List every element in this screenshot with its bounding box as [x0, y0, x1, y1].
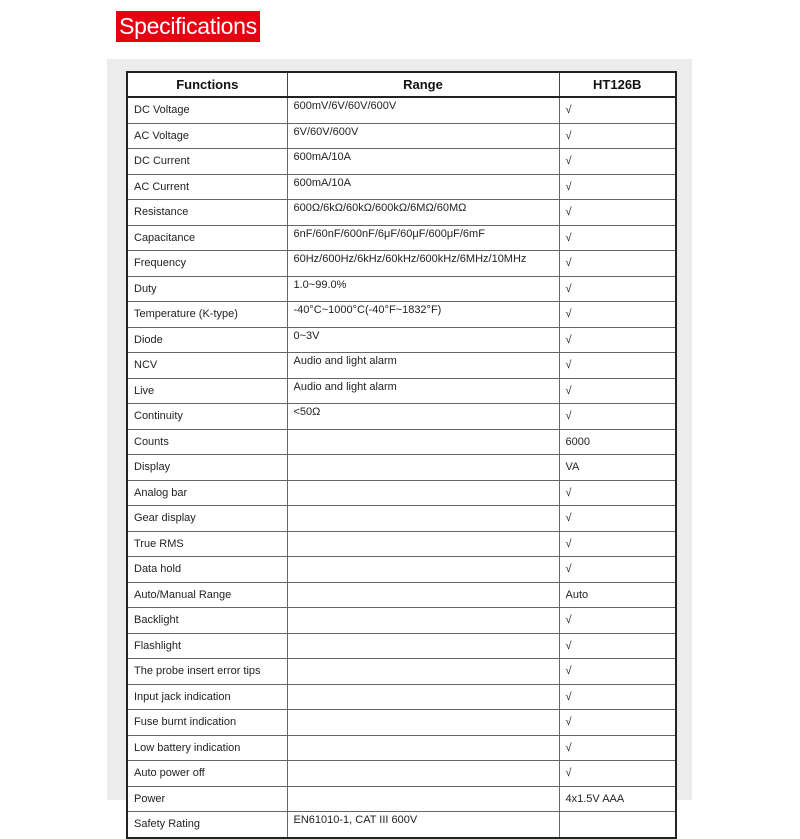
function-cell: Frequency — [127, 251, 287, 277]
model-value-cell: √ — [559, 225, 676, 251]
function-cell: AC Voltage — [127, 123, 287, 149]
model-value-cell: √ — [559, 761, 676, 787]
model-value-cell: √ — [559, 608, 676, 634]
table-row — [127, 353, 676, 379]
function-cell: Low battery indication — [127, 735, 287, 761]
function-cell: Temperature (K-type) — [127, 302, 287, 328]
table-row — [127, 480, 676, 506]
range-cell: <50Ω — [287, 404, 559, 430]
model-value-cell: √ — [559, 531, 676, 557]
range-cell — [287, 429, 559, 455]
function-cell: Capacitance — [127, 225, 287, 251]
table-row — [127, 378, 676, 404]
specifications-title: Specifications — [116, 11, 260, 42]
table-row — [127, 455, 676, 481]
model-value-cell: VA — [559, 455, 676, 481]
model-value-cell: √ — [559, 659, 676, 685]
function-cell: DC Voltage — [127, 97, 287, 123]
function-cell: Flashlight — [127, 633, 287, 659]
table-row — [127, 812, 676, 838]
model-value-cell: √ — [559, 97, 676, 123]
function-cell: Input jack indication — [127, 684, 287, 710]
range-cell — [287, 659, 559, 685]
function-cell: Safety Rating — [127, 812, 287, 838]
table-row — [127, 659, 676, 685]
model-value-cell: √ — [559, 200, 676, 226]
function-cell: Analog bar — [127, 480, 287, 506]
range-cell — [287, 633, 559, 659]
table-body — [127, 97, 676, 838]
range-cell: -40°C~1000°C(-40°F~1832°F) — [287, 302, 559, 328]
function-cell: DC Current — [127, 149, 287, 175]
function-cell: Backlight — [127, 608, 287, 634]
table-row — [127, 276, 676, 302]
model-value-cell: √ — [559, 404, 676, 430]
model-value-cell: √ — [559, 353, 676, 379]
range-cell — [287, 710, 559, 736]
table-row — [127, 582, 676, 608]
range-cell: Audio and light alarm — [287, 378, 559, 404]
range-cell — [287, 455, 559, 481]
range-cell: 600mV/6V/60V/600V — [287, 97, 559, 123]
function-cell: Gear display — [127, 506, 287, 532]
range-cell — [287, 506, 559, 532]
function-cell: Auto power off — [127, 761, 287, 787]
table-row — [127, 404, 676, 430]
model-value-cell — [559, 812, 676, 838]
model-value-cell: √ — [559, 506, 676, 532]
range-cell: 1.0~99.0% — [287, 276, 559, 302]
range-cell — [287, 531, 559, 557]
function-cell: Power — [127, 786, 287, 812]
table-row — [127, 557, 676, 583]
range-cell: 600mA/10A — [287, 149, 559, 175]
model-value-cell: √ — [559, 378, 676, 404]
range-cell: Audio and light alarm — [287, 353, 559, 379]
table-row — [127, 735, 676, 761]
range-cell: 60Hz/600Hz/6kHz/60kHz/600kHz/6MHz/10MHz — [287, 251, 559, 277]
model-value-cell: √ — [559, 557, 676, 583]
table-row — [127, 225, 676, 251]
model-value-cell: √ — [559, 480, 676, 506]
model-value-cell: √ — [559, 276, 676, 302]
range-cell: 6V/60V/600V — [287, 123, 559, 149]
model-value-cell: Auto — [559, 582, 676, 608]
model-value-cell: √ — [559, 302, 676, 328]
model-value-cell: √ — [559, 710, 676, 736]
function-cell: Live — [127, 378, 287, 404]
range-cell — [287, 786, 559, 812]
table-row — [127, 608, 676, 634]
function-cell: NCV — [127, 353, 287, 379]
table-row — [127, 123, 676, 149]
table-row — [127, 302, 676, 328]
table-header-row — [127, 72, 676, 97]
table-row — [127, 506, 676, 532]
table-row — [127, 761, 676, 787]
model-value-cell: √ — [559, 735, 676, 761]
model-value-cell: √ — [559, 327, 676, 353]
function-cell: AC Current — [127, 174, 287, 200]
model-value-cell: √ — [559, 633, 676, 659]
range-cell — [287, 608, 559, 634]
function-cell: Fuse burnt indication — [127, 710, 287, 736]
range-cell: 6nF/60nF/600nF/6μF/60μF/600μF/6mF — [287, 225, 559, 251]
range-cell — [287, 735, 559, 761]
function-cell: The probe insert error tips — [127, 659, 287, 685]
function-cell: Duty — [127, 276, 287, 302]
model-value-cell: √ — [559, 123, 676, 149]
table-row — [127, 429, 676, 455]
range-cell — [287, 582, 559, 608]
table-row — [127, 174, 676, 200]
table-row — [127, 786, 676, 812]
range-cell — [287, 761, 559, 787]
function-cell: Continuity — [127, 404, 287, 430]
table-row — [127, 710, 676, 736]
model-value-cell: 6000 — [559, 429, 676, 455]
table-row — [127, 200, 676, 226]
table-row — [127, 531, 676, 557]
function-cell: Resistance — [127, 200, 287, 226]
range-cell: 600mA/10A — [287, 174, 559, 200]
table-row — [127, 251, 676, 277]
specifications-table — [126, 71, 677, 839]
range-cell: 600Ω/6kΩ/60kΩ/600kΩ/6MΩ/60MΩ — [287, 200, 559, 226]
range-cell — [287, 684, 559, 710]
table-row — [127, 684, 676, 710]
function-cell: Data hold — [127, 557, 287, 583]
range-cell: 0~3V — [287, 327, 559, 353]
function-cell: Counts — [127, 429, 287, 455]
table-row — [127, 327, 676, 353]
header-range: Range — [287, 72, 559, 97]
function-cell: Auto/Manual Range — [127, 582, 287, 608]
range-cell — [287, 480, 559, 506]
table-row — [127, 633, 676, 659]
table-row — [127, 149, 676, 175]
model-value-cell: 4x1.5V AAA — [559, 786, 676, 812]
range-cell: EN61010-1, CAT III 600V — [287, 812, 559, 838]
header-functions: Functions — [127, 72, 287, 97]
table-row — [127, 97, 676, 123]
function-cell: Display — [127, 455, 287, 481]
model-value-cell: √ — [559, 149, 676, 175]
header-model: HT126B — [559, 72, 676, 97]
function-cell: True RMS — [127, 531, 287, 557]
model-value-cell: √ — [559, 174, 676, 200]
function-cell: Diode — [127, 327, 287, 353]
model-value-cell: √ — [559, 251, 676, 277]
model-value-cell: √ — [559, 684, 676, 710]
range-cell — [287, 557, 559, 583]
